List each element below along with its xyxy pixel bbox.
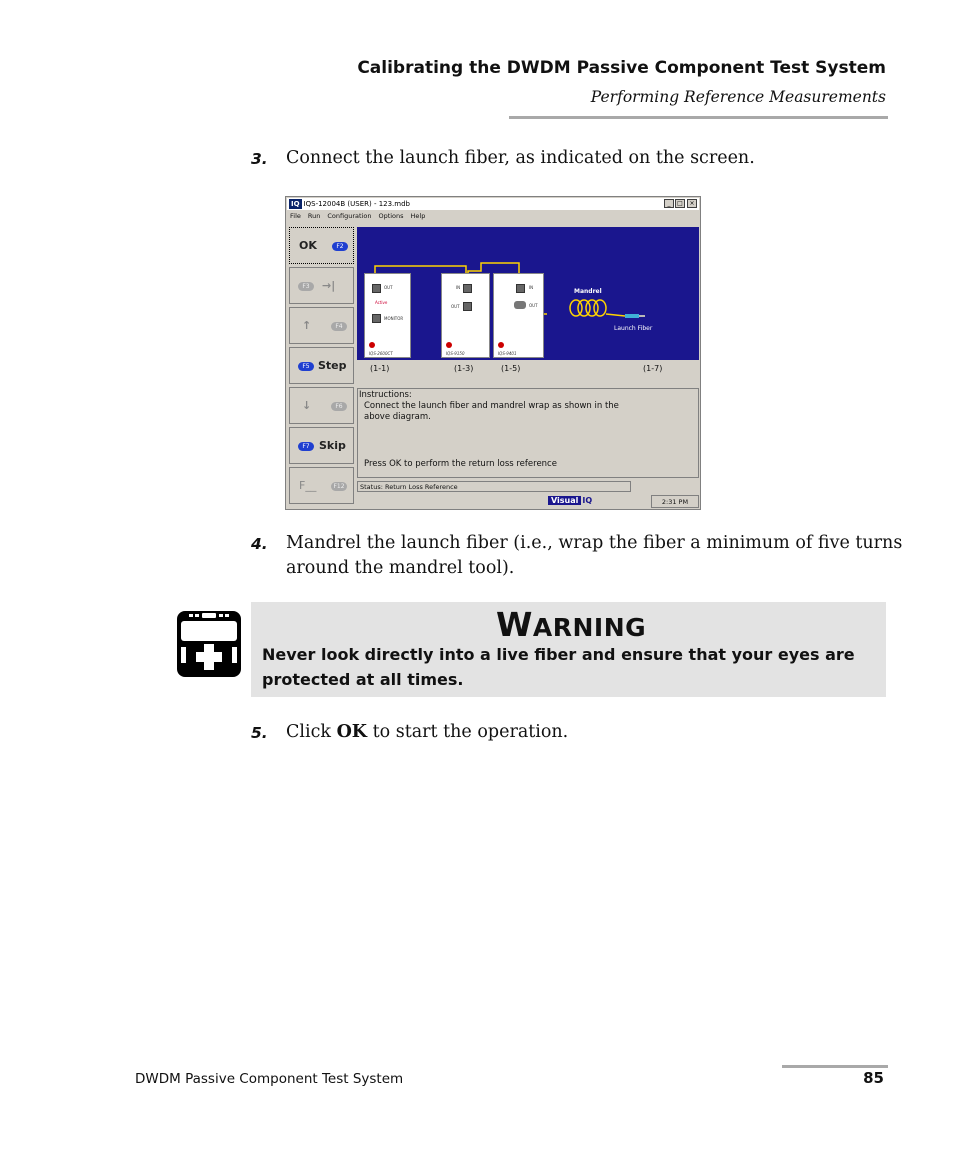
f12-label: F__ — [299, 479, 317, 492]
arrow-up-icon: ↑ — [302, 319, 312, 332]
f4-key-badge: F4 — [331, 322, 347, 331]
launch-fiber-connector-icon — [625, 314, 639, 318]
step-number: 3. — [251, 150, 268, 168]
channel-label: (1-5) — [501, 364, 521, 373]
step-text: Mandrel the launch fiber (i.e., wrap the fiber a minimum of five turns — [286, 533, 903, 553]
instructions-line: Press OK to perform the return loss reference — [364, 459, 557, 469]
status-led-icon — [369, 342, 375, 348]
channel-label: (1-7) — [643, 364, 663, 373]
f2-key-badge: F2 — [332, 242, 348, 251]
application-screenshot — [285, 196, 701, 510]
port-icon — [372, 284, 381, 293]
f5-key-badge: F5 — [298, 362, 314, 371]
tab-arrow-icon: →| — [322, 279, 336, 292]
instructions-heading: Instructions: — [359, 390, 412, 400]
status-led-icon — [498, 342, 504, 348]
module-name: IQS-9150 — [446, 351, 465, 356]
status-text: Status: Return Loss Reference — [360, 483, 458, 491]
module-detector — [493, 273, 544, 358]
connection-diagram — [357, 227, 699, 360]
port-label: OUT — [384, 285, 393, 290]
port-label: OUT — [451, 304, 460, 309]
close-button[interactable]: × — [687, 199, 697, 208]
port-label: OUT — [529, 303, 538, 308]
instructions-line: above diagram. — [364, 412, 431, 422]
port-icon — [463, 302, 472, 311]
step-text: Connect the launch fiber, as indicated on the screen. — [286, 148, 755, 168]
menu-configuration[interactable]: Configuration — [327, 212, 372, 220]
next-field-button[interactable] — [289, 267, 354, 304]
menu-file[interactable]: File — [290, 212, 301, 220]
launch-fiber-line — [606, 314, 625, 316]
maximize-button[interactable]: □ — [675, 199, 685, 208]
window-titlebar — [287, 198, 699, 210]
menu-options[interactable]: Options — [378, 212, 404, 220]
ok-button[interactable] — [289, 227, 354, 264]
module-source — [364, 273, 411, 358]
port-label: MONITOR — [384, 316, 404, 321]
status-led-icon — [446, 342, 452, 348]
menu-help[interactable]: Help — [410, 212, 426, 220]
warning-heading: WARNING — [496, 605, 647, 644]
minimize-button[interactable]: _ — [664, 199, 674, 208]
step-label: Step — [318, 359, 347, 372]
detector-port-icon — [514, 301, 526, 309]
skip-label: Skip — [319, 439, 346, 452]
port-icon — [516, 284, 525, 293]
skip-button[interactable] — [289, 427, 354, 464]
channel-label: (1-3) — [454, 364, 474, 373]
mandrel-label: Mandrel — [574, 288, 602, 295]
module-name: IQS-2600CT — [369, 351, 393, 356]
clock: 2:31 PM — [651, 495, 699, 508]
port-label: IN — [529, 285, 534, 290]
running-header-subtitle: Performing Reference Measurements — [590, 88, 886, 106]
step-number: 5. — [251, 724, 268, 742]
launch-fiber-label: Launch Fiber — [614, 325, 653, 332]
down-button[interactable] — [289, 387, 354, 424]
port-label: IN — [456, 285, 461, 290]
visual-iq-logo: Visual IQ — [548, 495, 592, 506]
mandrel-coil-icon — [570, 300, 606, 316]
step-text: Click OK to start the operation. — [286, 722, 569, 742]
ok-emphasis: OK — [336, 722, 368, 742]
running-header-title: Calibrating the DWDM Passive Component Test System — [357, 58, 886, 78]
f7-key-badge: F7 — [298, 442, 314, 451]
f6-key-badge: F6 — [331, 402, 347, 411]
module-filter — [441, 273, 490, 358]
port-icon — [463, 284, 472, 293]
status-label: Active — [375, 300, 388, 305]
step-button[interactable] — [289, 347, 354, 384]
ok-label: OK — [299, 239, 317, 252]
module-name: IQS-9401 — [498, 351, 517, 356]
menu-run[interactable]: Run — [307, 212, 321, 220]
window-title: IQS-12004B (USER) - 123.mdb — [303, 200, 410, 208]
up-button[interactable] — [289, 307, 354, 344]
footer-rule — [782, 1065, 888, 1068]
f3-key-badge: F3 — [298, 282, 314, 291]
page-number: 85 — [863, 1069, 884, 1087]
arrow-down-icon: ↓ — [302, 399, 312, 412]
status-bar — [357, 481, 631, 492]
step-text: around the mandrel tool). — [286, 558, 515, 578]
warning-ambulance-icon — [175, 609, 243, 679]
footer-title: DWDM Passive Component Test System — [135, 1071, 404, 1087]
instructions-panel — [357, 388, 699, 478]
warning-text: Never look directly into a live fiber and ensure that your eyes are protected at all times. — [262, 645, 855, 689]
channel-label: (1-1) — [370, 364, 390, 373]
instructions-line: Connect the launch fiber and mandrel wrap as shown in the — [364, 401, 619, 411]
step-number: 4. — [251, 535, 268, 553]
f12-button[interactable] — [289, 467, 354, 504]
f12-key-badge: F12 — [331, 482, 347, 491]
app-badge: IQ — [291, 200, 300, 208]
port-icon — [372, 314, 381, 323]
menu-bar — [290, 211, 432, 222]
header-rule — [509, 116, 888, 119]
